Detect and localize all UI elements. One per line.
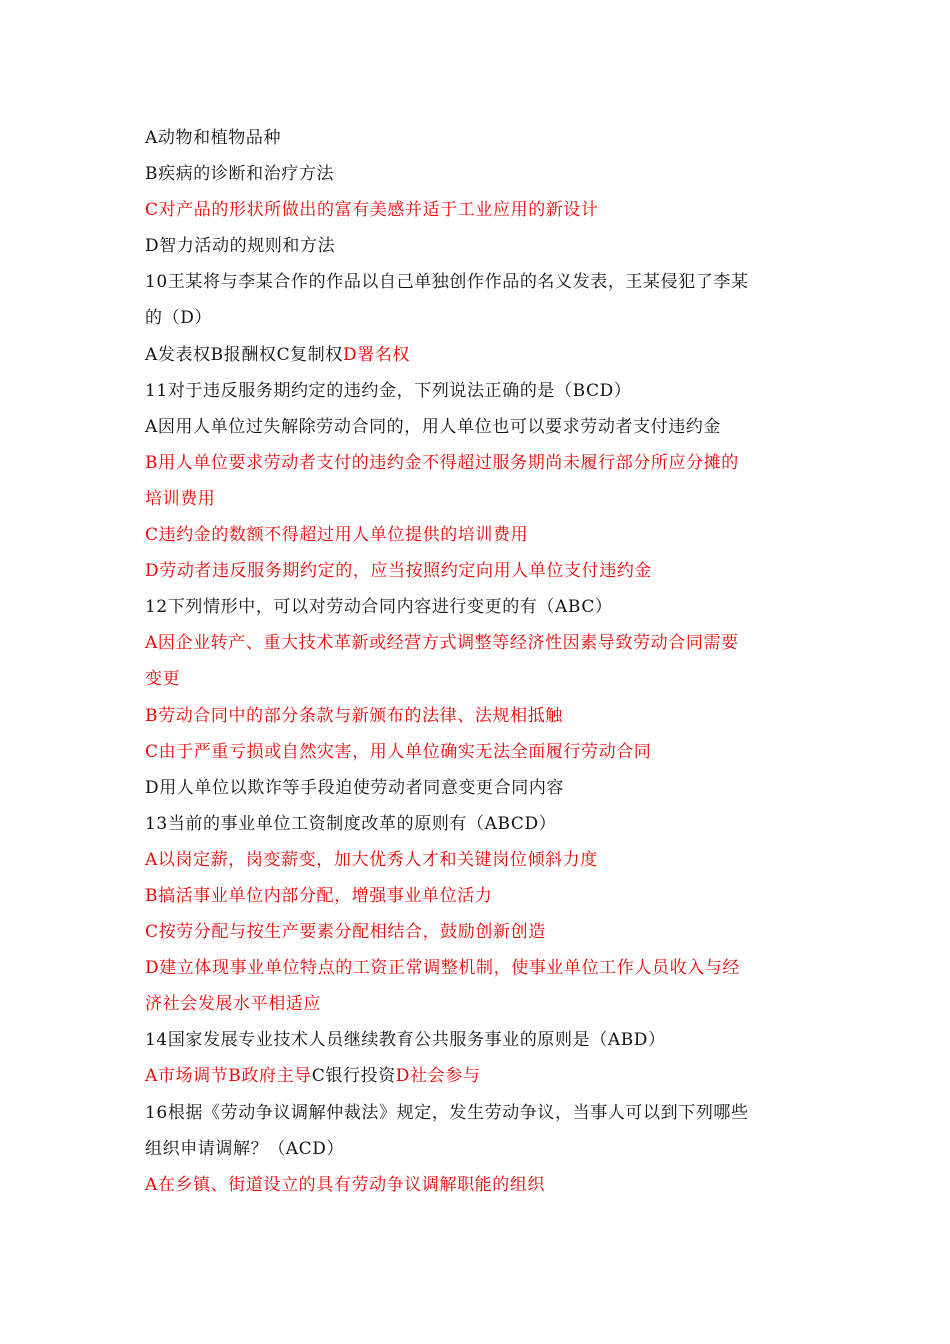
- text-line: [145, 481, 815, 517]
- question-text: 10王某将与李某合作的作品以自己单独创作作品的名义发表，王某侵犯了李某: [145, 272, 749, 293]
- answer-text: C按劳分配与按生产要素分配相结合，鼓励创新创造: [145, 922, 546, 943]
- text-line: [145, 914, 815, 950]
- question-text: 12下列情形中，可以对劳动合同内容进行变更的有（ABC）: [145, 597, 613, 618]
- answer-text: A在乡镇、街道设立的具有劳动争议调解职能的组织: [145, 1174, 546, 1195]
- text-line: [145, 734, 815, 770]
- question-text: 14国家发展专业技术人员继续教育公共服务事业的原则是（ABD）: [145, 1030, 666, 1051]
- text-line: [145, 156, 815, 192]
- question-text: A因用人单位过失解除劳动合同的，用人单位也可以要求劳动者支付违约金: [145, 416, 722, 437]
- text-line: [145, 950, 815, 986]
- answer-text: 变更: [145, 669, 181, 690]
- answer-text: D署名权: [342, 344, 411, 365]
- text-line: [145, 698, 815, 734]
- answer-text: 济社会发展水平相适应: [145, 994, 321, 1015]
- text-line: [145, 878, 815, 914]
- text-line: [145, 1058, 815, 1094]
- question-text: D智力活动的规则和方法: [145, 236, 336, 257]
- answer-text: B用人单位要求劳动者支付的违约金不得超过服务期尚未履行部分所应分摊的: [145, 452, 739, 473]
- text-line: [145, 517, 815, 553]
- text-line: [145, 409, 815, 445]
- text-line: [145, 264, 815, 300]
- text-line: [145, 120, 815, 156]
- question-text: A动物和植物品种: [145, 128, 282, 148]
- question-text: 13当前的事业单位工资制度改革的原则有（ABCD）: [145, 813, 557, 834]
- answer-text: A以岗定薪，岗变薪变，加大优秀人才和关键岗位倾斜力度: [145, 849, 598, 870]
- text-line: [145, 1095, 815, 1131]
- answer-text: D社会参与: [395, 1066, 481, 1087]
- text-line: [145, 337, 815, 373]
- text-line: [145, 373, 815, 409]
- text-line: [145, 589, 815, 625]
- text-line: [145, 842, 815, 878]
- question-text: 16根据《劳动争议调解仲裁法》规定，发生劳动争议，当事人可以到下列哪些: [145, 1102, 749, 1123]
- text-line: [145, 228, 815, 264]
- document-body: [145, 120, 815, 1203]
- answer-text: A因企业转产、重大技术革新或经营方式调整等经济性因素导致劳动合同需要: [145, 633, 739, 654]
- answer-text: B劳动合同中的部分条款与新颁布的法律、法规相抵触: [145, 705, 563, 726]
- text-line: [145, 445, 815, 481]
- text-line: [145, 986, 815, 1022]
- question-text: B疾病的诊断和治疗方法: [145, 164, 335, 185]
- answer-text: B搞活事业单位内部分配，增强事业单位活力: [145, 885, 493, 906]
- answer-text: C违约金的数额不得超过用人单位提供的培训费用: [145, 525, 529, 546]
- answer-text: 培训费用: [145, 488, 216, 509]
- text-line: [145, 806, 815, 842]
- text-line: [145, 1022, 815, 1058]
- text-line: [145, 625, 815, 661]
- question-text: C银行投资: [311, 1066, 396, 1087]
- answer-text: A市场调节B政府主导: [145, 1066, 312, 1087]
- question-text: 组织申请调解？（ACD）: [145, 1138, 345, 1159]
- answer-text: C由于严重亏损或自然灾害，用人单位确实无法全面履行劳动合同: [145, 741, 652, 762]
- text-line: [145, 300, 815, 336]
- answer-text: C对产品的形状所做出的富有美感并适于工业应用的新设计: [145, 200, 599, 221]
- answer-text: D劳动者违反服务期约定的，应当按照约定向用人单位支付违约金: [145, 561, 653, 582]
- text-line: [145, 1167, 815, 1203]
- text-line: [145, 661, 815, 697]
- text-line: [145, 770, 815, 806]
- answer-text: D建立体现事业单位特点的工资正常调整机制，使事业单位工作人员收入与经: [145, 958, 741, 979]
- text-line: [145, 1131, 815, 1167]
- question-text: 11对于违反服务期约定的违约金，下列说法正确的是（BCD）: [145, 380, 632, 401]
- question-text: A发表权B报酬权C复制权: [145, 344, 343, 365]
- question-text: 的（D）: [145, 308, 213, 329]
- question-text: D用人单位以欺诈等手段迫使劳动者同意变更合同内容: [145, 777, 565, 798]
- text-line: [145, 553, 815, 589]
- text-line: [145, 192, 815, 228]
